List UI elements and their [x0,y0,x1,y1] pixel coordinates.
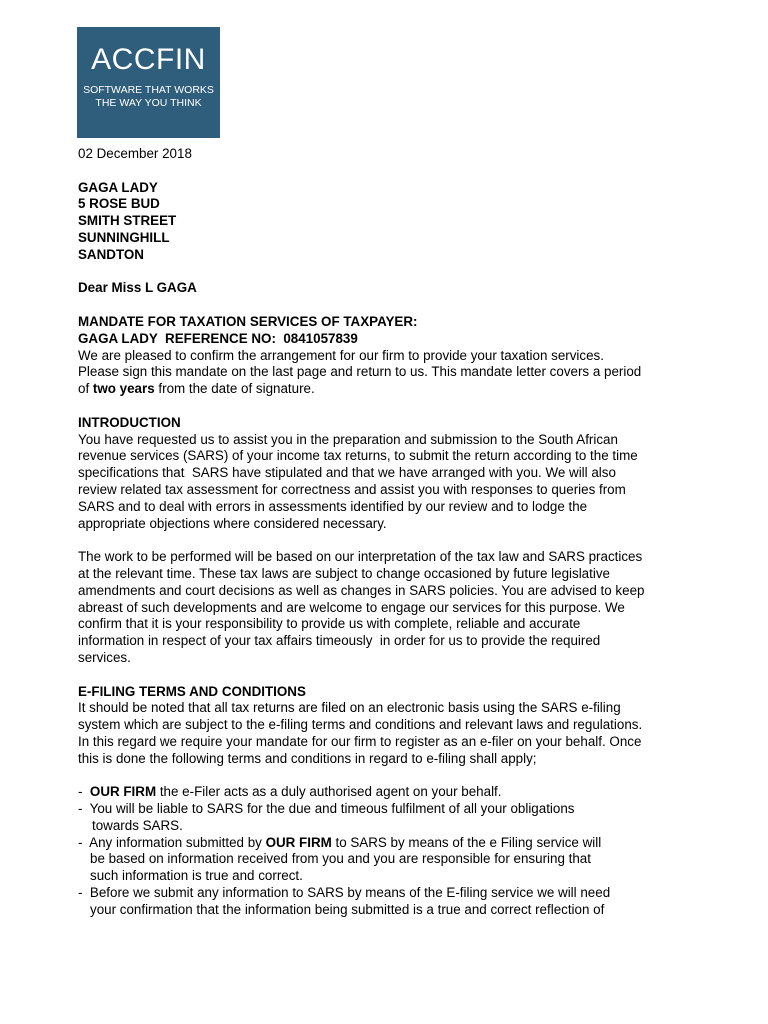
logo-wordmark: ACCFIN [91,43,206,76]
firm-name: OUR FIRM [265,834,332,850]
list-item-continuation: such information is true and correct. [90,868,303,884]
intro-paragraph [78,348,744,398]
company-logo [77,27,220,138]
address-line: 5 ROSE BUD [78,196,160,212]
introduction-paragraph-2 [78,549,744,667]
paragraph-line: revenue services (SARS) of your income tax returns, to submit the return according to the time [78,448,638,464]
list-item-continuation: be based on information received from you and you are responsible for ensuring that [90,851,591,867]
efiling-terms-list [78,784,744,918]
paragraph-line: Please sign this mandate on the last page and return to us. This mandate letter covers a period [78,364,642,380]
paragraph-line: It should be noted that all tax returns are filed on an electronic basis using the SARS e-filing [78,700,621,716]
firm-name: OUR FIRM [89,784,157,800]
address-line: SUNNINGHILL [78,229,170,245]
text-run: to SARS by means of the e Filing service will [331,834,602,850]
paragraph-line: at the relevant time. These tax laws are subject to change occasioned by future legislative [78,565,610,581]
paragraph-line: We are pleased to confirm the arrangement for our firm to provide your taxation services. [78,347,604,363]
letter-body [78,146,744,919]
paragraph-line: review related tax assessment for correctness and assist you with responses to queries from [78,481,626,497]
text-run: from the date of signature. [154,381,315,397]
address-line: SMITH STREET [78,213,177,229]
text-run: - [78,784,90,800]
salutation: Dear Miss L GAGA [78,280,197,296]
paragraph-line: information in respect of your tax affairs timeously in order for us to provide the required [78,633,601,649]
paragraph-line: You have requested us to assist you in the preparation and submission to the South African [78,431,618,447]
paragraph-line: SARS and to deal with errors in assessments identified by our review and to lodge the [78,498,588,514]
mandate-period: two years [92,381,155,397]
text-run: the e-Filer acts as a duly authorised agent on your behalf. [156,784,502,800]
letter-date: 02 December 2018 [78,146,192,161]
recipient-address [78,180,744,264]
introduction-paragraph-1 [78,432,744,533]
address-line: SANDTON [78,246,144,262]
paragraph-line: system which are subject to the e-filing terms and conditions and relevant laws and regulations. [78,717,643,733]
paragraph-line: this is done the following terms and conditions in regard to e-filing shall apply; [78,750,537,766]
paragraph-line: abreast of such developments and are welcome to engage our services for this purpose. We [78,599,625,615]
text-run: - Any information submitted by [78,834,266,850]
efiling-paragraph [78,700,744,767]
paragraph-line: specifications that SARS have stipulated and that we have arranged with you. We will also [78,465,616,481]
paragraph-line [78,381,744,398]
logo-tagline-line-1: SOFTWARE THAT WORKS [83,84,214,96]
paragraph-line: services. [78,649,131,665]
list-item [78,835,744,852]
list-item: - You will be liable to SARS for the due and timeous fulfilment of all your obligations [78,801,575,817]
efiling-heading: E-FILING TERMS AND CONDITIONS [78,683,306,699]
list-item: - Before we submit any information to SARS by means of the E-filing service we will need [78,885,611,901]
paragraph-line: The work to be performed will be based on our interpretation of the tax law and SARS practices [78,549,643,565]
subject-line-1: MANDATE FOR TAXATION SERVICES OF TAXPAYER: [78,313,418,329]
logo-tagline-line-2: THE WAY YOU THINK [95,97,202,109]
subject-line-2: GAGA LADY REFERENCE NO: 0841057839 [78,330,358,346]
list-item-continuation: your confirmation that the information being submitted is a true and correct reflection of [90,901,605,917]
introduction-heading: INTRODUCTION [78,414,181,430]
list-item [78,784,744,801]
list-item-continuation: towards SARS. [92,817,183,833]
paragraph-line: In this regard we require your mandate for our firm to register as an e-filer on your behalf. Once [78,733,642,749]
text-run: of [78,381,93,397]
logo-tagline [77,84,220,110]
paragraph-line: amendments and court decisions as well as changes in SARS policies. You are advised to keep [78,582,645,598]
address-line: GAGA LADY [78,179,158,195]
paragraph-line: confirm that it is your responsibility to provide us with complete, reliable and accurate [78,616,581,632]
paragraph-line: appropriate objections where considered necessary. [78,515,387,531]
